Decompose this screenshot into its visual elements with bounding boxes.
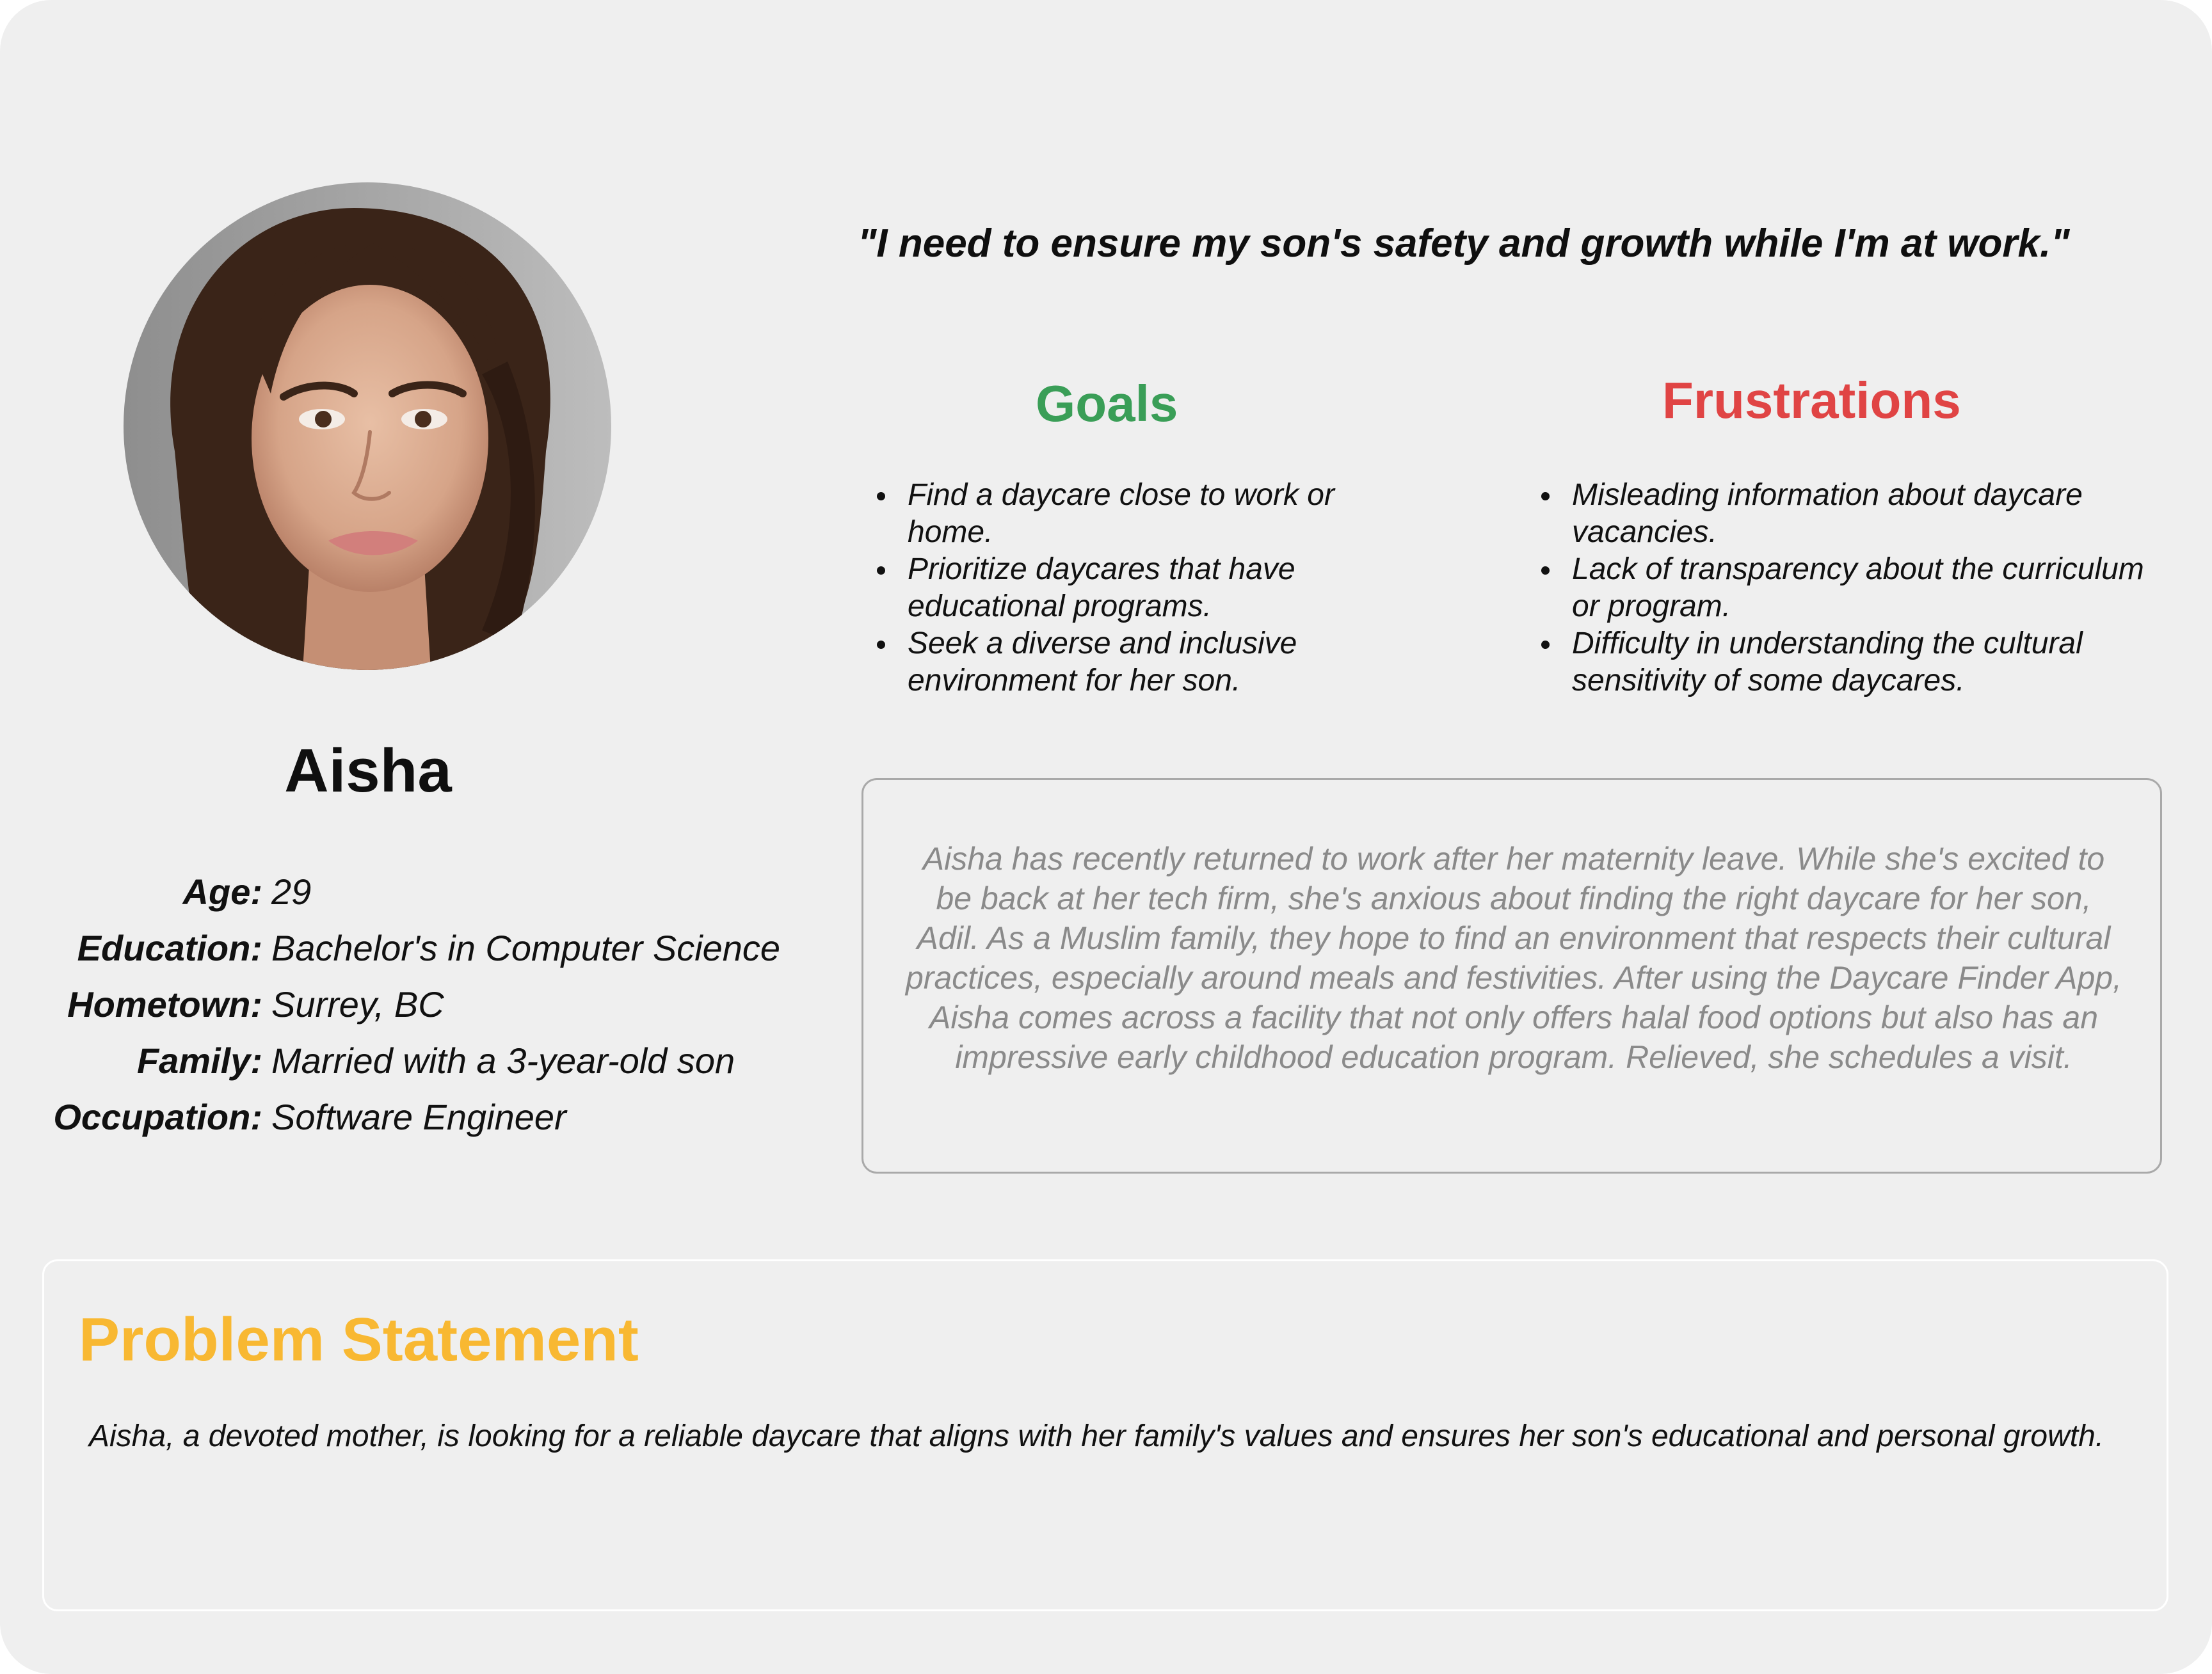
problem-statement-box — [42, 1259, 2168, 1611]
persona-quote: "I need to ensure my son's safety and growth while I'm at work." — [858, 221, 2070, 266]
goals-list — [877, 477, 1402, 699]
frustrations-heading: Frustrations — [1662, 372, 1961, 429]
goal-item: Find a daycare close to work or home. — [877, 477, 1402, 551]
frustrations-list — [1541, 477, 2156, 699]
detail-value: Software Engineer — [271, 1097, 566, 1137]
problem-statement-heading: Problem Statement — [79, 1305, 639, 1374]
detail-label: Occupation: — [53, 1097, 262, 1137]
detail-value: Married with a 3-year-old son — [271, 1040, 735, 1081]
detail-row-family — [0, 1033, 832, 1089]
detail-row-education — [0, 920, 832, 976]
detail-row-occupation — [0, 1089, 832, 1145]
detail-label: Hometown: — [67, 984, 262, 1024]
detail-row-hometown — [0, 976, 832, 1033]
goal-item: Seek a diverse and inclusive environment for her son. — [877, 625, 1402, 699]
detail-value: Bachelor's in Computer Science — [271, 928, 781, 968]
frustration-item: Lack of transparency about the curriculum or program. — [1541, 551, 2156, 625]
detail-row-age — [0, 864, 832, 920]
problem-statement-text: Aisha, a devoted mother, is looking for a reliable daycare that aligns with her family's values and ensures her son's educational and personal growth. — [89, 1419, 2104, 1453]
detail-label: Family: — [136, 1040, 262, 1081]
persona-name: Aisha — [284, 737, 452, 805]
persona-photo — [124, 182, 611, 670]
frustration-item: Difficulty in understanding the cultural sensitivity of some daycares. — [1541, 625, 2156, 699]
persona-details — [0, 864, 832, 1145]
story-box — [862, 778, 2162, 1174]
goals-heading: Goals — [1036, 375, 1178, 432]
detail-value: 29 — [271, 872, 312, 912]
detail-label: Age: — [182, 872, 262, 912]
detail-value: Surrey, BC — [271, 984, 444, 1024]
goal-item: Prioritize daycares that have educational programs. — [877, 551, 1402, 625]
story-text: Aisha has recently returned to work after her maternity leave. While she's excited to be back at her tech firm, she's anxious about finding the right daycare for her son, Adil. As a Muslim family, they hope to find an environment that respects their cultural practices, especially around meals and festivities. After using the Daycare Finder App, Aisha comes across a facility that not only offers halal food options but also has an impressive early childhood education program. Relieved, she schedules a visit. — [906, 841, 2122, 1075]
detail-label: Education: — [77, 928, 262, 968]
frustration-item: Misleading information about daycare vacancies. — [1541, 477, 2156, 551]
